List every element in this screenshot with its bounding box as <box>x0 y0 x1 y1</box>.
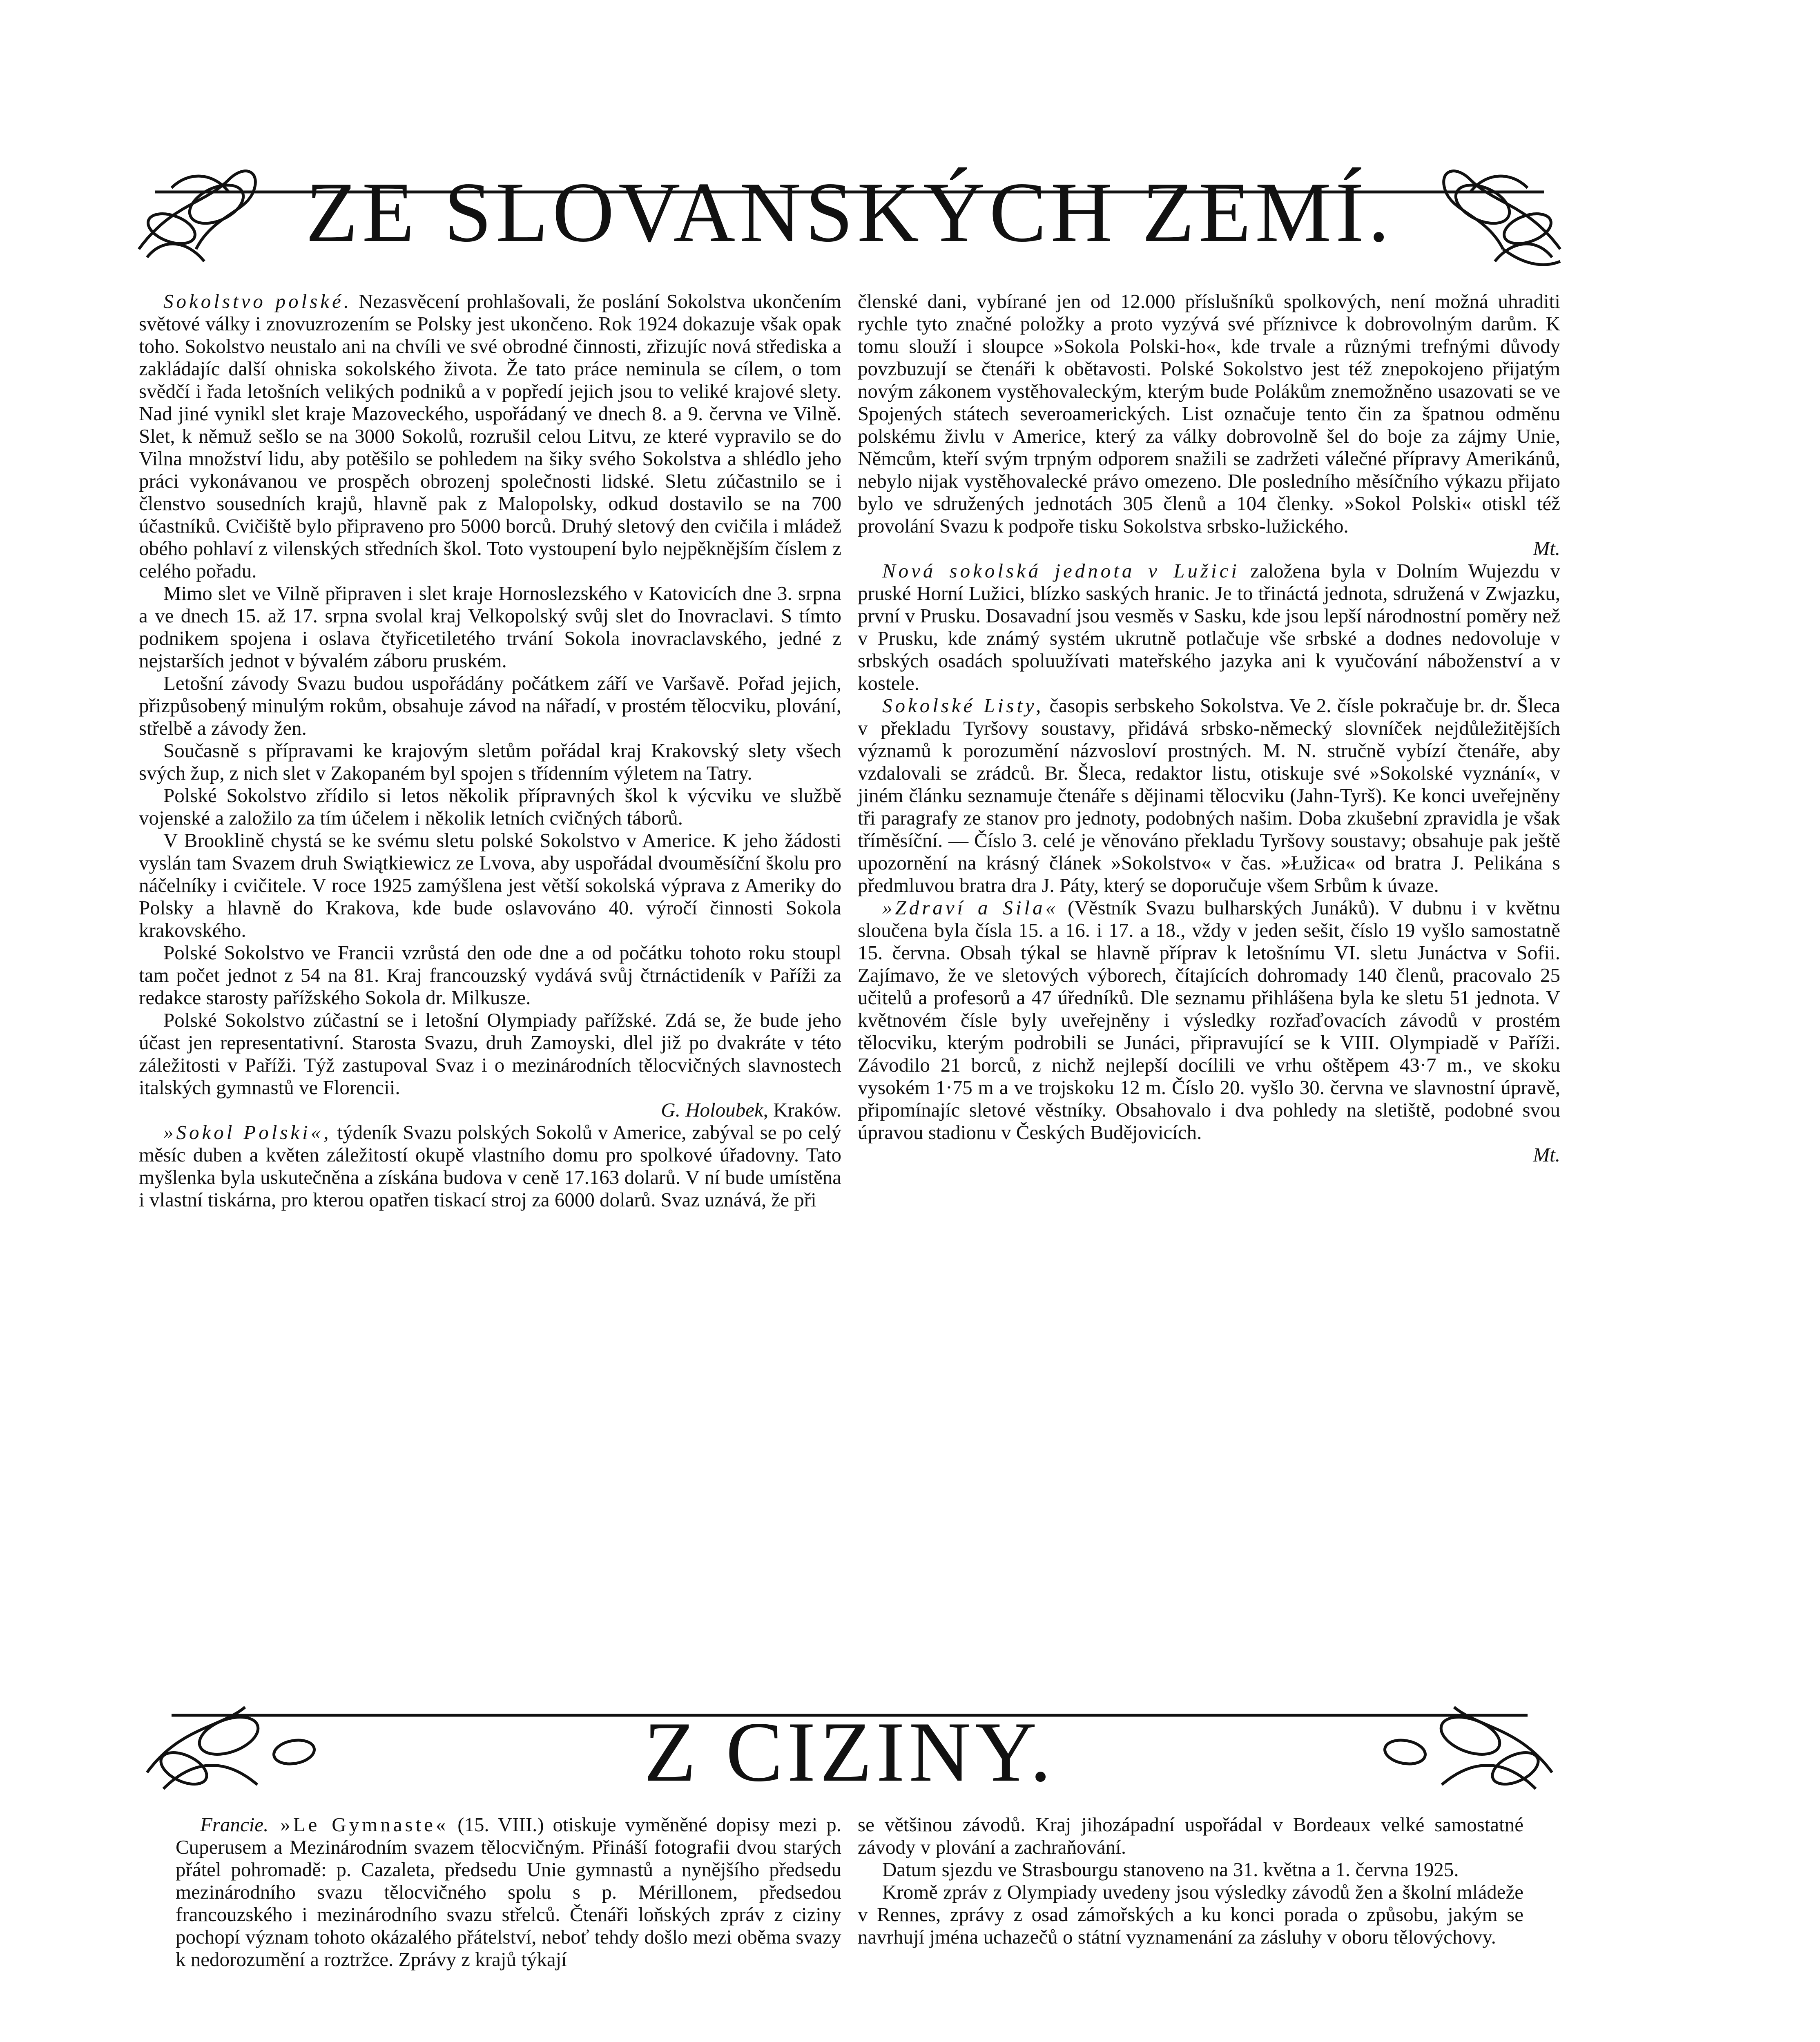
paragraph: »Sokol Polski«, týdeník Svazu polských Sokolů v Americe, zabýval se po celý měsíc duben a květen záležitostí okupě vlastního domu pro spolkové úřadovny. Tato myšlenka byla uskutečněna a získána budova v ceně 17.163 dolarů. V ní bude umístěna i vlastní tiskárna, pro kterou opatřen tiskací stroj za 6000 dolarů. Svaz uznává, že při <box>139 1121 841 1211</box>
signature: Mt. <box>1533 537 1560 560</box>
paragraph: se většinou závodů. Kraj jihozápadní uspořádal v Bordeaux velké samostatné závody v plování a zachraňování. <box>858 1813 1523 1858</box>
paragraph: Francie. »Le Gymnaste« (15. VIII.) otiskuje vyměněné dopisy mezi p. Cuperusem a Mezinárodním svazem tělocvičným. Přináší fotografii dvou starých přátel pohromadě: p. Cazaleta, předsedu Unie gymnastů a nynějšího předsedu mezinárodního svazu tělocvičného spolu s p. Mérillonem, předsedou francouzského i mezinárodního svazu střelců. Čtenáři loňských zpráv z ciziny pochopí význam tohoto okázalého přátelství, neboť tehdy došlo mezi oběma svazy k nedorozumění a roztržce. Zprávy z krajů týkají <box>176 1813 842 1971</box>
paragraph: Polské Sokolstvo zřídilo si letos několik přípravných škol k výcviku ve službě vojenské a založilo za tím účelem i několik letních cvičných táborů. <box>139 784 841 829</box>
paragraph: Letošní závody Svazu budou uspořádány počátkem září ve Varšavě. Pořad jejich, přizpůsobený minulým rokům, obsahuje závod na nářadí, v prostém tělocviku, plování, střelbě a závody žen. <box>139 672 841 739</box>
paragraph: Sokolstvo polské. Nezasvěcení prohlašovali, že poslání Sokolstva ukončením světové války i znovuzrozením se Polsky jest ukončeno. Rok 1924 dokazuje však opak toho. Sokolstvo neustalo ani na chvíli ve své obrodné činnosti, zřizujíc nová střediska a zakládajíc další ohniska sokolského života. Že tato práce neminula se cílem, o tom svědčí i řada letošních velikých podniků a v popředí jejich jsou to veliké krajové slety. Nad jiné vynikl slet kraje Mazoveckého, uspořádaný ve dnech 8. a 9. června ve Vilně. Slet, k němuž sešlo se na 3000 Sokolů, rozrušil celou Litvu, ze které vypravilo se do Vilna množství lidu, aby potěšilo se pohledem na šiky svého Sokolstva a shlédlo jeho práci vykonávanou ve prospěch obrozenj společnosti lidské. Sletu zúčastnilo se i členstvo sousedních krajů, hlavně pak z Malopolsky, odkud dostavilo se na 700 účastníků. Cvičiště bylo připraveno pro 5000 borců. Druhý sletový den cvičila i mládež obého pohlaví z vilenských středních škol. Toto vystoupení bylo nejpěknějším číslem z celého pořadu. <box>139 290 841 582</box>
column-left-top <box>139 290 841 1211</box>
signature: Mt. <box>1533 1144 1560 1166</box>
header-bottom <box>123 1691 1577 1813</box>
page <box>123 155 1577 2042</box>
paragraph: Nová sokolská jednota v Lužici založena byla v Dolním Wujezdu v pruské Horní Lužici, blízko saských hranic. Je to třináctá jednota, sdružená v Zwjazku, první v Prusku. Dosavadní jsou vesměs v Sasku, kde jsou lepší národnostní poměry než v Prusku, kde známý systém ukrutně potlačuje vše srbské a dodnes nedovoluje v srbských osadách spoluužívati mateřského jazyka ani k vyučování náboženství a v kostele. <box>858 560 1561 694</box>
paragraph: Sokolské Listy, časopis serbskeho Sokolstva. Ve 2. čísle pokračuje br. dr. Šleca v překladu Tyršovy soustavy, přidává srbsko-německý slovníček nejdůležitějších významů k porozumění názvosloví prostných. M. N. stručně vybízí čtenáře, aby vzdalovali se zrádců. Br. Šleca, redaktor listu, otiskuje své »Sokolské vyznání«, v jiném článku seznamuje čtenáře s dějinami tělocviku (Jahn-Tyrš). Ke konci uveřejněny tři paragrafy ze stanov pro jednoty, podobných našim. Doba zkušební zpravidla je však tříměsíční. — Číslo 3. celé je věnováno překladu Tyršovy soustavy; obsahuje pak ještě upozornění na krásný článek »Sokolstvo« v čas. »Łužica« od bratra J. Pelikána s předmluvou bratra dra J. Páty, který se doporučuje všem Srbům k úvaze. <box>858 694 1560 896</box>
column-right-bottom <box>858 1813 1523 1948</box>
header-top <box>123 155 1577 278</box>
paragraph: V Brooklině chystá se ke svému sletu polské Sokolstvo v Americe. K jeho žádosti vyslán tam Svazem druh Swiątkiewicz ze Lvova, aby uspořádal dvouměsíční školu pro náčelníky i cvičitele. V roce 1925 zamýšlena jest větší sokolská výprava z Ameriky do Polsky a hlavně do Krakova, kde bude oslavováno 40. výročí činnosti Sokola krakovského. <box>139 829 841 941</box>
column-right-top <box>858 290 1560 1166</box>
section-title-bottom: Z CIZINY. <box>644 1705 1055 1799</box>
paragraph: Současně s přípravami ke krajovým sletům pořádal kraj Krakovský slety všech svých žup, z nich slet v Zakopaném byl spojen s třídenním výletem na Tatry. <box>139 739 841 784</box>
paragraph: členské dani, vybírané jen od 12.000 příslušníků spolkových, není možná uhraditi rychle tyto značné položky a proto vyzývá své příznivce k dobrovolným darům. K tomu slouží i sloupce »Sokola Polski-ho«, kde trvale a různými trefnými důvody povzbuzují se čtenáři k obětavosti. Polské Sokolstvo jest též znepokojeno přijatým novým zákonem vystěhovaleckým, kterým bude Polákům znemožněno usazovati se ve Spojených státech severoamerických. List označuje tento čin za špatnou odměnu polskému živlu v Americe, který za války dobrovolně šel do boje za zájmy Unie, Němcům, kteří svým trpným odporem snažili se zadržeti válečné přípravy Amerikánů, nebylo nijak vystěhovalecké právo omezeno. Dle posledního měsíčního výkazu přijato bylo ve sdružených jednotách 305 členů a 104 členky. »Sokol Polski« otiskl též provolání Svazu k podpoře tisku Sokolstva srbsko-lužického. <box>858 290 1560 537</box>
paragraph: Polské Sokolstvo ve Francii vzrůstá den ode dne a od počátku tohoto roku stoupl tam počet jednot z 54 na 81. Kraj francouzský vydává svůj čtrnáctideník v Paříži za redakce starosty pařížského Sokola dr. Milkusze. <box>139 941 841 1009</box>
section-title-top: ZE SLOVANSKÝCH ZEMÍ. <box>306 165 1394 260</box>
signature: G. Holoubek, Kraków. <box>661 1099 841 1121</box>
paragraph: Mimo slet ve Vilně připraven i slet kraje Hornoslezského v Katovicích dne 3. srpna a ve dnech 15. až 17. srpna svolal kraj Velkopolský svůj slet do Inovraclavi. S tímto podnikem spojena i oslava čtyřicetiletého trvání Sokola inovraclavského, jedné z nejstarších jednot v bývalém záboru pruském. <box>139 582 841 672</box>
column-left-bottom <box>176 1813 841 1971</box>
paragraph: Datum sjezdu ve Strasbourgu stanoveno na 31. května a 1. června 1925. <box>882 1858 1459 1881</box>
paragraph: Kromě zpráv z Olympiady uvedeny jsou výsledky závodů žen a školní mládeže v Rennes, zprávy z osad zámořských a ku konci porada o způsobu, jakým se navrhují jména uchazečů o státní vyznamenání za zásluhy v oboru tělovýchovy. <box>858 1881 1523 1948</box>
paragraph: Polské Sokolstvo zúčastní se i letošní Olympiady pařížské. Zdá se, že bude jeho účast jen representativní. Starosta Svazu, druh Zamoyski, dlel již po dvakráte v této záležitosti v Paříži. Týž zastupoval Svaz i o mezinárodních tělocvičných slavnostech italských gymnastů ve Florencii. <box>139 1009 841 1099</box>
paragraph: »Zdraví a Sila« (Věstník Svazu bulharských Junáků). V dubnu i v květnu sloučena byla čísla 15. a 16. i 17. a 18., vždy v jeden sešit, číslo 19 vyšlo samostatně 15. června. Obsah týkal se hlavně příprav k letošnímu VI. sletu Junáctva v Sofii. Zajímavo, že ve sletových výborech, čítajících dohromady 140 členů, pracovalo 25 učitelů a profesorů a 47 úředníků. Dle seznamu přihlášena byla ke sletu 51 jednota. V květnovém čísle byly uveřejněny i výsledky rozřaďovacích závodů v prostém tělocviku, kterým podrobili se Junáci, připravující se k VIII. Olympiadě v Paříži. Závodilo 21 borců, z nichž nejlepší docílili ve vrhu oštěpem 43·7 m., ve skoku vysokém 1·75 m a ve trojskoku 12 m. Číslo 20. vyšlo 30. června ve slavnostní úpravě, připomínajíc sletové věstníky. Obsahovalo i dva pohledy na sletiště, podobné svou úpravou stadionu v Českých Budějovicích. <box>858 896 1560 1144</box>
